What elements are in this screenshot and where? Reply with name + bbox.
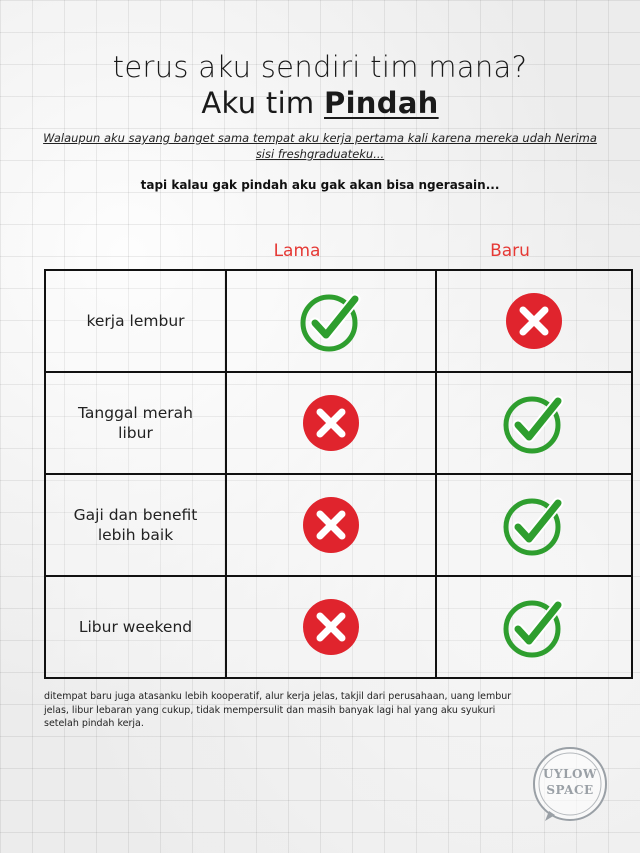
title-line-2 xyxy=(0,86,640,120)
status-cell-baru xyxy=(436,270,632,372)
row-label: Libur weekend xyxy=(45,576,226,678)
table-row xyxy=(45,372,632,474)
status-cell-lama xyxy=(226,474,436,576)
status-cell-lama xyxy=(226,372,436,474)
status-cell-baru xyxy=(436,372,632,474)
title-highlight: Pindah xyxy=(324,86,439,120)
column-header-lama: Lama xyxy=(273,241,321,261)
check-mark-icon xyxy=(502,493,566,557)
table-row xyxy=(45,474,632,576)
status-cell-baru xyxy=(436,576,632,678)
row-label: kerja lembur xyxy=(45,270,226,372)
table-row xyxy=(45,576,632,678)
status-cell-lama xyxy=(226,270,436,372)
check-mark-icon xyxy=(502,493,566,557)
check-mark-icon xyxy=(502,391,566,455)
check-mark-icon xyxy=(299,289,363,353)
cross-mark-icon xyxy=(299,493,363,557)
brand-logo xyxy=(531,745,609,823)
cross-mark-icon xyxy=(299,595,363,659)
subheading: tapi kalau gak pindah aku gak akan bisa ngerasain... xyxy=(140,178,500,192)
status-cell-baru xyxy=(436,474,632,576)
status-cell-lama xyxy=(226,576,436,678)
cross-mark-icon xyxy=(299,391,363,455)
logo-line-2: SPACE xyxy=(546,783,594,797)
row-label: Gaji dan benefit lebih baik xyxy=(45,474,226,576)
logo-line-1: UYLOW xyxy=(543,767,597,781)
check-mark-icon xyxy=(502,595,566,659)
cross-mark-icon xyxy=(299,595,363,659)
cross-mark-icon xyxy=(299,493,363,557)
comparison-table xyxy=(44,269,633,679)
intro-text: Walaupun aku sayang banget sama tempat aku kerja pertama kali karena mereka udah Nerima sisi freshgraduateku... xyxy=(43,131,597,161)
check-mark-icon xyxy=(299,289,363,353)
column-header-baru: Baru xyxy=(490,241,530,261)
title-line-1: terus aku sendiri tim mana? xyxy=(112,50,528,84)
table-row xyxy=(45,270,632,372)
cross-mark-icon xyxy=(299,391,363,455)
row-label: Tanggal merah libur xyxy=(45,372,226,474)
footer-text: ditempat baru juga atasanku lebih kooperatif, alur kerja jelas, takjil dari perusahaan, uang lembur jelas, libur lebaran yang cukup, tidak mempersulit dan masih banyak lagi hal yang aku syukuri setelah pindah kerja. xyxy=(44,691,512,729)
cross-mark-icon xyxy=(502,289,566,353)
check-mark-icon xyxy=(502,595,566,659)
title-prefix: Aku tim xyxy=(201,86,315,120)
check-mark-icon xyxy=(502,391,566,455)
cross-mark-icon xyxy=(502,289,566,353)
